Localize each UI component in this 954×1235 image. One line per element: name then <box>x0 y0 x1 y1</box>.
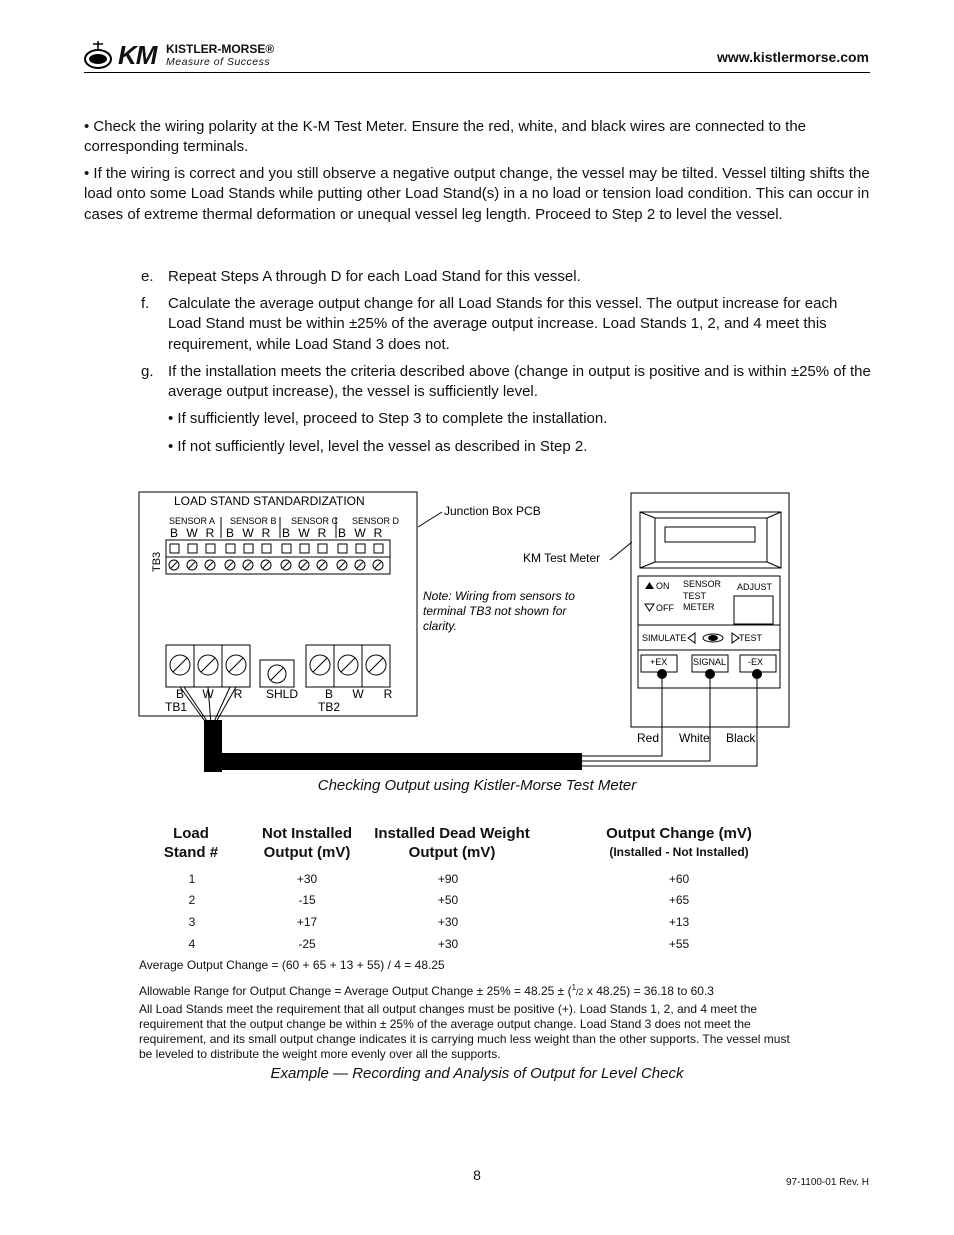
svg-text:B: B <box>175 687 185 701</box>
website-link[interactable]: www.kistlermorse.com <box>717 49 869 65</box>
sensor-d-label: SENSOR D <box>352 516 400 526</box>
tb3-terminal-letters <box>170 526 383 540</box>
terminal-plus-ex: +EX <box>650 657 668 667</box>
panel-title: LOAD STAND STANDARDIZATION <box>174 494 365 508</box>
summary-text: All Load Stands meet the requirement that all output changes must be positive (+). Load Stands 1, 2, and 4 meet the requirement that the output change be within ± 25% of the average output change. Load Stand 3 does not meet the requirement, and its small output change indicates it is carrying much less weight than the other supports. The vessel must be leveled to distribute the weight more evenly over all the supports. <box>139 1002 790 1061</box>
tb2-block <box>306 645 390 687</box>
svg-text:W: W <box>202 687 214 701</box>
svg-text:B: B <box>281 526 291 540</box>
svg-text:R: R <box>317 526 327 540</box>
tb3-label: TB3 <box>151 551 163 572</box>
step-e-text: Repeat Steps A through D for each Load Stand for this vessel. <box>168 268 581 285</box>
wire-labels <box>637 731 756 745</box>
off-arrow-icon <box>645 604 654 611</box>
meter-wires <box>582 676 757 766</box>
meter-test: TEST <box>739 633 763 643</box>
step-g-text: If the installation meets the criteria described above (change in output is positive and is within ±25% of the average output increase), the vessel is sufficiently level. <box>168 363 871 401</box>
sub-bullet-level: • If sufficiently level, proceed to Step 3 to complete the installation. <box>168 410 608 427</box>
tb3-terminal-strip <box>166 540 390 574</box>
step-e-letter: e. <box>141 268 154 285</box>
tb1-wires <box>180 687 236 724</box>
step-f-letter: f. <box>141 295 150 312</box>
meter-adjust: ADJUST <box>737 582 773 592</box>
page-number: 8 <box>473 1167 481 1183</box>
tb3-screws <box>169 560 383 570</box>
svg-text:R: R <box>205 526 215 540</box>
svg-text:R: R <box>383 687 393 701</box>
svg-text:W: W <box>354 526 366 540</box>
wire-white-label: White <box>679 731 710 745</box>
on-arrow-icon <box>645 582 654 589</box>
meter-label: KM Test Meter <box>523 551 601 565</box>
junction-box-label: Junction Box PCB <box>444 504 541 518</box>
test-arrow-icon <box>732 633 739 643</box>
meter-callout-line <box>610 542 632 560</box>
svg-text:METER: METER <box>683 602 715 612</box>
svg-text:B: B <box>324 687 334 701</box>
logo-mark: KM <box>118 40 157 70</box>
shld-terminal <box>260 660 294 687</box>
meter-labels <box>642 579 773 679</box>
svg-text:B: B <box>337 526 347 540</box>
svg-text:Note: Wiring from sensors to: Note: Wiring from sensors to <box>423 589 575 603</box>
wire-red-label: Red <box>637 731 660 745</box>
logo-tagline: Measure of Success <box>166 56 271 68</box>
header-load-stand: Load Stand # <box>163 825 219 861</box>
bullet-vessel-tilt: • If the wiring is correct and you still observe a negative output change, the vessel may be tilted. Vessel tilting shifts the load onto some Load Stands while putting other Load Stand(s) in a no load or tension load condition. This can occur in cases of extreme thermal deformation or unequal vessel leg length. Proceed to Step 2 to level the vessel. <box>84 165 870 223</box>
cable-horizontal <box>204 753 582 770</box>
svg-text:clarity.: clarity. <box>423 619 457 633</box>
sensor-c-label: SENSOR C <box>291 516 339 526</box>
junction-callout-line <box>418 512 442 527</box>
shld-label: SHLD <box>265 687 299 701</box>
tb1-block <box>166 645 250 687</box>
simulate-arrow-icon <box>688 633 695 643</box>
svg-text:W: W <box>352 687 364 701</box>
svg-text:W: W <box>298 526 310 540</box>
sensor-labels <box>169 516 400 526</box>
table-caption: Example — Recording and Analysis of Output for Level Check <box>270 1065 684 1082</box>
average-calc: Average Output Change = (60 + 65 + 13 + 55) / 4 = 48.25 <box>139 958 445 972</box>
wiring-note <box>423 589 575 633</box>
meter-simulate: SIMULATE <box>642 633 687 643</box>
svg-text:W: W <box>186 526 198 540</box>
header-output-change: Output Change (mV) (Installed - Not Installed) <box>606 825 752 859</box>
logo-name: KISTLER-MORSE® <box>166 42 275 56</box>
meter-on: ON <box>656 581 670 591</box>
svg-text:TEST: TEST <box>683 591 707 601</box>
svg-text:R: R <box>373 526 383 540</box>
tb1-label: TB1 <box>164 700 188 714</box>
meter-off: OFF <box>656 603 674 613</box>
bullet-wiring-polarity: • Check the wiring polarity at the K-M Test Meter. Ensure the red, white, and black wires are connected to the corresponding terminals. <box>84 118 806 156</box>
wire-black-label: Black <box>726 731 756 745</box>
terminal-minus-ex: -EX <box>748 657 764 667</box>
svg-text:R: R <box>261 526 271 540</box>
tb3-slots <box>170 544 383 553</box>
svg-text:B: B <box>169 526 179 540</box>
svg-text:W: W <box>242 526 254 540</box>
terminal-signal: SIGNAL <box>693 657 727 667</box>
step-g-letter: g. <box>141 363 154 380</box>
sensor-a-label: SENSOR A <box>169 516 216 526</box>
step-f-text: Calculate the average output change for all Load Stands for this vessel. The output increase for each Load Stand must be within ±25% of the average output increase. Load Stands 1, 2, and 4 meet this requirement, while Load Stand 3 does not. <box>168 295 838 353</box>
doc-revision: 97-1100-01 Rev. H <box>785 1177 869 1188</box>
range-calc: Allowable Range for Output Change = Average Output Change ± 25% = 48.25 ± ($^1$/2 x 48.25) = 36.18 to 60.3 <box>139 983 714 998</box>
sub-bullet-not-level: • If not sufficiently level, level the vessel as described in Step 2. <box>168 438 588 455</box>
svg-text:SENSOR: SENSOR <box>683 579 722 589</box>
diagram-caption: Checking Output using Kistler-Morse Test Meter <box>317 777 637 794</box>
header-not-installed: Not Installed Output (mV) <box>261 825 352 861</box>
svg-text:terminal TB3 not shown for: terminal TB3 not shown for <box>423 604 567 618</box>
svg-text:R: R <box>233 687 243 701</box>
header-installed: Installed Dead Weight Output (mV) <box>374 825 530 861</box>
tb2-label: TB2 <box>317 700 341 714</box>
sensor-b-label: SENSOR B <box>230 516 277 526</box>
svg-text:B: B <box>225 526 235 540</box>
